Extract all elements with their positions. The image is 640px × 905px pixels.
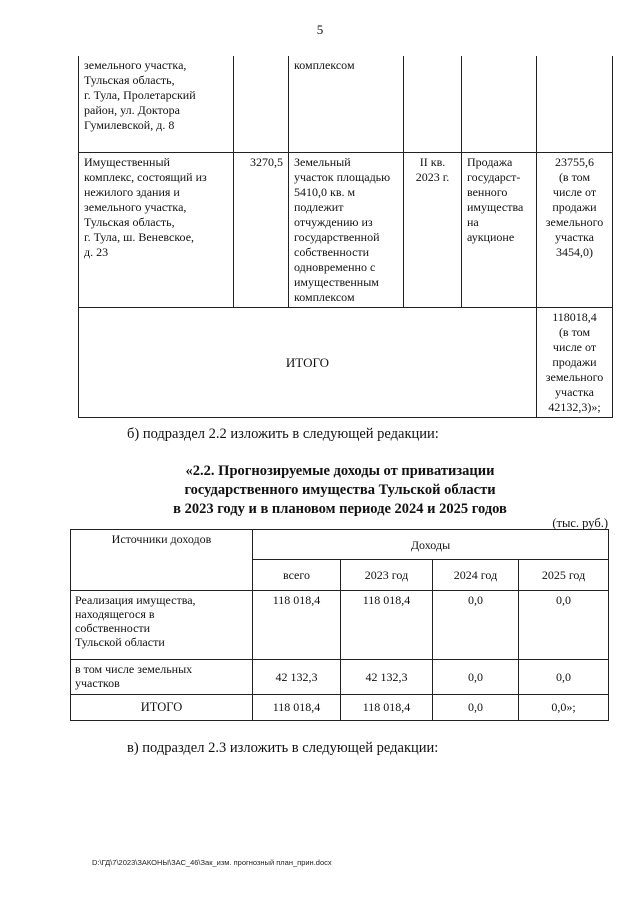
period-cell	[404, 56, 462, 152]
method-cell: Продажа государст- венного имущества на аукционе	[462, 152, 537, 307]
area-cell: 3270,5	[234, 152, 289, 307]
table-row	[71, 590, 609, 659]
value-cell: 0,0	[433, 590, 519, 659]
column-header-2024: 2024 год	[433, 560, 519, 590]
paragraph-v: в) подраздел 2.3 изложить в следующей редакции:	[127, 740, 439, 756]
amount-cell	[537, 56, 613, 152]
total-label: ИТОГО	[71, 694, 253, 720]
column-header-2023: 2023 год	[341, 560, 433, 590]
value-cell: 118 018,4	[341, 590, 433, 659]
value-cell: 0,0	[519, 660, 609, 695]
object-name-cell: Имущественный комплекс, состоящий из нежилого здания и земельного участка, Тульская область, г. Тула, ш. Веневское, д. 23	[79, 152, 234, 307]
value-cell: 118 018,4	[253, 590, 341, 659]
period-cell: II кв. 2023 г.	[404, 152, 462, 307]
units-label: (тыс. руб.)	[552, 516, 608, 530]
value-cell: 118 018,4	[253, 694, 341, 720]
header-income: Доходы	[253, 530, 609, 560]
column-header-total: всего	[253, 560, 341, 590]
value-cell: 0,0	[433, 694, 519, 720]
description-cell: Земельный участок площадью 5410,0 кв. м подлежит отчуждению из государственной собственности одновременно с имущественным комплексом	[289, 152, 404, 307]
value-cell: 0,0»;	[519, 694, 609, 720]
description-cell: комплексом	[289, 56, 404, 152]
income-forecast-table	[70, 529, 609, 721]
column-header-2025: 2025 год	[519, 560, 609, 590]
area-cell	[234, 56, 289, 152]
table-row	[71, 660, 609, 695]
section-heading-2-2: «2.2. Прогнозируемые доходы от приватизации государственного имущества Тульской области в 2023 году и в плановом периоде 2024 и 2025 годов	[173, 463, 507, 517]
table-row-total	[71, 694, 609, 720]
value-cell: 0,0	[519, 590, 609, 659]
value-cell: 118 018,4	[341, 694, 433, 720]
row-label: в том числе земельных участков	[71, 660, 253, 695]
page-number: 5	[316, 22, 324, 37]
value-cell: 42 132,3	[341, 660, 433, 695]
table-header-row	[71, 530, 609, 560]
table-row	[79, 56, 613, 152]
header-sources: Источники доходов	[71, 530, 253, 591]
total-label: ИТОГО	[79, 307, 537, 417]
privatization-objects-table	[78, 56, 613, 418]
object-address-cell: земельного участка, Тульская область, г. Тула, Пролетарский район, ул. Доктора Гумилевской, д. 8	[79, 56, 234, 152]
table-row-total	[79, 307, 613, 417]
amount-cell: 23755,6 (в том числе от продажи земельного участка 3454,0)	[537, 152, 613, 307]
paragraph-b: б) подраздел 2.2 изложить в следующей редакции:	[127, 426, 439, 442]
table-row	[79, 152, 613, 307]
footer-file-path: D:\ГД\7\2023\ЗАКОНЫ\ЗАС_46\Зак_изм. прогнозный план_прин.docx	[92, 858, 332, 867]
total-amount-cell: 118018,4 (в том числе от продажи земельного участка 42132,3)»;	[537, 307, 613, 417]
row-label: Реализация имущества, находящегося в собственности Тульской области	[71, 590, 253, 659]
method-cell	[462, 56, 537, 152]
value-cell: 42 132,3	[253, 660, 341, 695]
value-cell: 0,0	[433, 660, 519, 695]
